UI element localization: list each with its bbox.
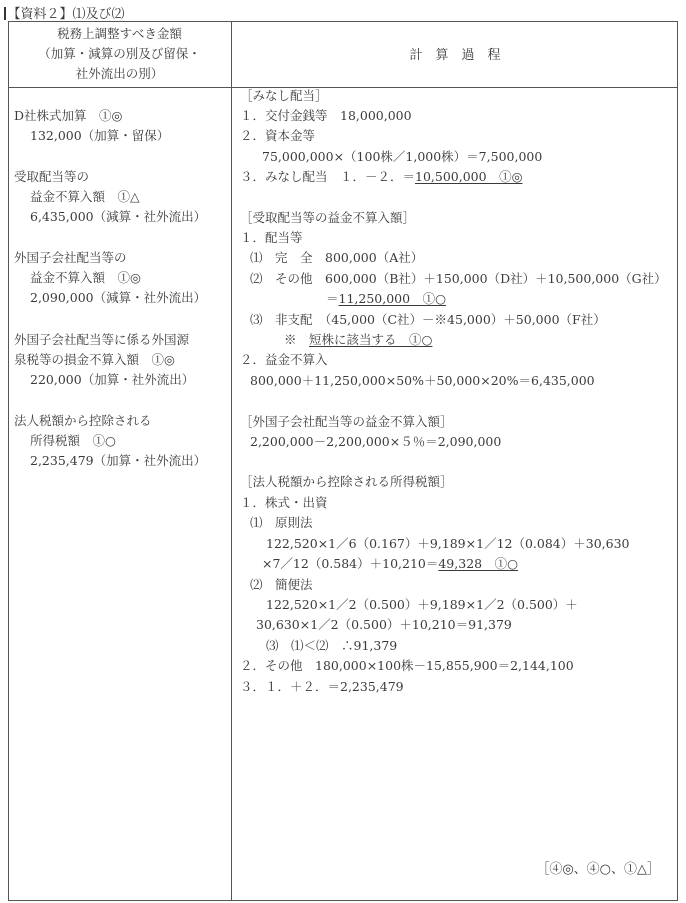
calc-line: ２．益金不算入 xyxy=(240,352,328,367)
calc-line: １．交付金銭等 18,000,000 xyxy=(240,108,412,123)
section-heading: ［みなし配当］ xyxy=(240,88,328,103)
underlined-result: 11,250,000 ①○ xyxy=(338,291,446,306)
left-item-3-label1: 外国子会社配当等の xyxy=(14,250,127,265)
calc-line: ⑵ 簡便法 xyxy=(250,577,313,592)
left-item-1-label: D社株式加算 ①◎ xyxy=(14,108,123,123)
left-header-line2: （加算・減算の別及び留保・ xyxy=(38,46,201,61)
left-item-5-value: 2,235,479（加算・社外流出） xyxy=(30,453,207,468)
score-mark: ①△ xyxy=(117,189,140,204)
left-item-1-value: 132,000（加算・留保） xyxy=(30,128,170,143)
left-item-4-label1: 外国子会社配当等に係る外国源 xyxy=(14,332,190,347)
calc-line: ３．みなし配当 １．－２．＝10,500,000 ①◎ xyxy=(240,169,523,184)
document-title xyxy=(4,3,125,22)
column-divider xyxy=(231,21,232,901)
calc-line: １．配当等 xyxy=(240,230,303,245)
score-mark: ①◎ xyxy=(151,352,175,367)
calc-line: 75,000,000×（100株／1,000株）＝7,500,000 xyxy=(262,149,543,164)
underlined-result: 10,500,000 ①◎ xyxy=(415,169,523,184)
left-item-5-label2: 所得税額 ①○ xyxy=(30,433,116,448)
left-item-4-label2: 泉税等の損金不算入額 ①◎ xyxy=(14,352,175,367)
calc-line: 2,200,000－2,200,000×５％＝2,090,000 xyxy=(250,434,502,449)
calc-line: ２．資本金等 xyxy=(240,128,316,143)
left-item-3-label2: 益金不算入額 ①◎ xyxy=(30,270,141,285)
left-header-line3: 社外流出の別） xyxy=(75,66,164,81)
score-mark: ①◎ xyxy=(99,108,123,123)
calc-line: ⑵ その他 600,000（B社）＋150,000（D社）＋10,500,000（G社） xyxy=(250,271,667,286)
right-column-header: 計 算 過 程 xyxy=(409,48,501,63)
calc-line: ×7／12（0.584）＋10,210＝49,328 ①○ xyxy=(262,556,519,571)
calc-line: １．株式・出資 xyxy=(240,495,328,510)
section-heading: ［法人税額から控除される所得税額］ xyxy=(240,474,453,489)
section-heading: ［受取配当等の益金不算入額］ xyxy=(240,210,416,225)
left-item-2-value: 6,435,000（減算・社外流出） xyxy=(30,209,207,224)
title-text: 【資料２】⑴及び⑵ xyxy=(7,7,125,22)
section-heading: ［外国子会社配当等の益金不算入額］ xyxy=(240,414,453,429)
calc-line: ＝11,250,000 ①○ xyxy=(326,291,446,306)
calc-line: 122,520×1／6（0.167）＋9,189×1／12（0.084）＋30,630 xyxy=(266,536,630,551)
score-mark: ①◎ xyxy=(117,270,141,285)
left-item-3-value: 2,090,000（減算・社外流出） xyxy=(30,290,207,305)
calc-line: ⑴ 完 全 800,000（A社） xyxy=(250,250,424,265)
calc-line: ⑶ ⑴＜⑵ ∴91,379 xyxy=(266,638,398,653)
left-item-2-label1: 受取配当等の xyxy=(14,169,90,184)
calc-line: ３．１．＋２．＝2,235,479 xyxy=(240,679,404,694)
title-bar xyxy=(4,7,6,20)
left-column-header xyxy=(8,24,231,84)
score-mark: ①○ xyxy=(92,433,116,448)
calc-line: 30,630×1／2（0.500）＋10,210＝91,379 xyxy=(256,617,512,632)
header-divider xyxy=(8,87,678,88)
calc-line: ⑶ 非支配 （45,000（C社）－※45,000）＋50,000（F社） xyxy=(250,312,606,327)
underlined-result: 短株に該当する ①○ xyxy=(309,332,433,347)
left-item-4-value: 220,000（加算・社外流出） xyxy=(30,372,195,387)
left-item-2-label2: 益金不算入額 ①△ xyxy=(30,189,140,204)
left-item-5-label1: 法人税額から控除される xyxy=(14,413,152,428)
calc-line: 800,000＋11,250,000×50%＋50,000×20%＝6,435,000 xyxy=(250,373,595,388)
left-header-line1: 税務上調整すべき金額 xyxy=(57,26,182,41)
calc-line: 122,520×1／2（0.500）＋9,189×1／2（0.500）＋ xyxy=(266,597,578,612)
calc-line: ※ 短株に該当する ①○ xyxy=(284,332,433,347)
score-summary: ［④◎、④○、①△］ xyxy=(536,862,660,877)
calc-line: ２．その他 180,000×100株－15,855,900＝2,144,100 xyxy=(240,658,574,673)
calc-line: ⑴ 原則法 xyxy=(250,515,313,530)
underlined-result: 49,328 ①○ xyxy=(438,556,519,571)
